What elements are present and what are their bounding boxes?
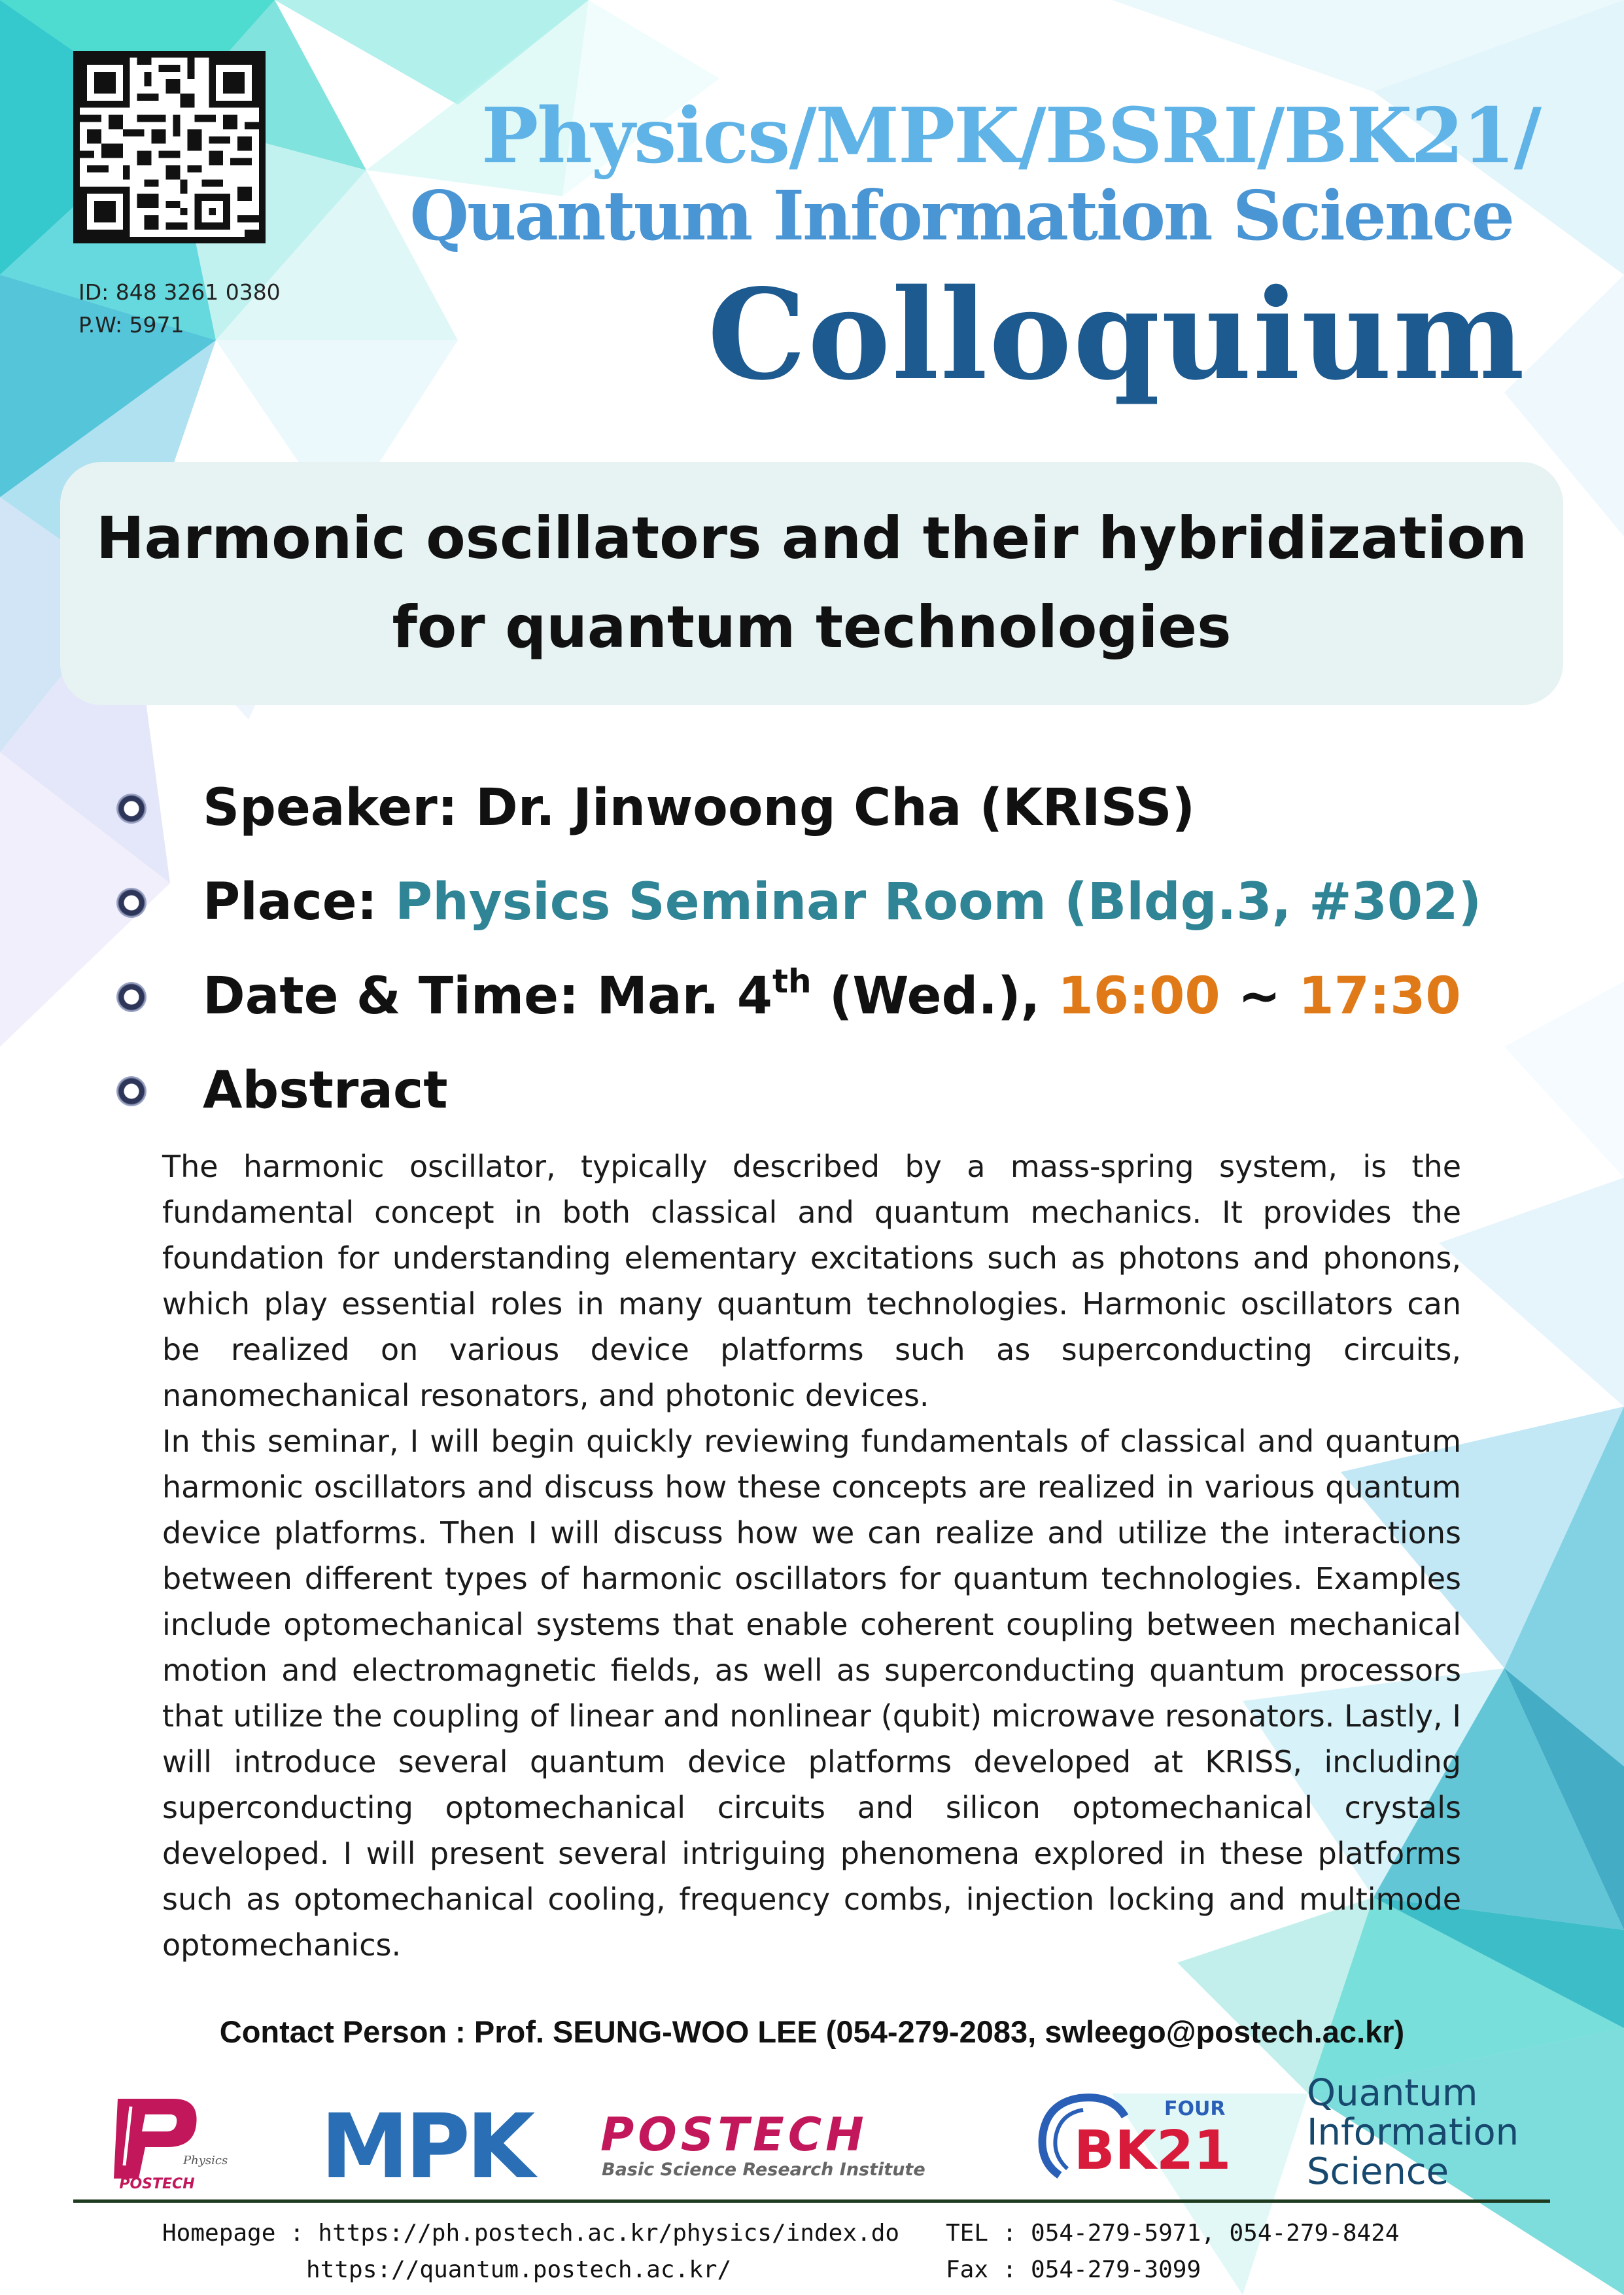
footer-homepage xyxy=(162,2215,899,2288)
mpk-wordmark: MPK xyxy=(320,2095,532,2199)
abstract-paragraph: The harmonic oscillator, typically described by a mass-spring system, is the fundamental concept in both classical and quantum mechanics. It provides the foundation for understanding elementary excitations such as photons and phonons, which play essential roles in many quantum technologies. Harmonic oscillators can be realized on various device platforms such as superconducting circuits, nanomechanical resonators, and photonic devices. xyxy=(162,1149,1461,1413)
qis-line2: Information xyxy=(1307,2111,1519,2154)
header-departments: Physics/MPK/BSRI/BK21/ xyxy=(481,92,1540,181)
time-separator: ~ xyxy=(1237,967,1281,1026)
fax-number: Fax : 054-279-3099 xyxy=(946,2256,1201,2283)
bk21-wordmark: BK21 xyxy=(1074,2120,1232,2182)
header-colloquium: Colloquium xyxy=(707,262,1526,408)
tel-numbers: TEL : 054-279-5971, 054-279-8424 xyxy=(946,2220,1400,2247)
place-label: Place: xyxy=(203,873,377,932)
footer-divider xyxy=(73,2199,1550,2203)
time-end: 17:30 xyxy=(1298,967,1461,1026)
footer-contact-numbers xyxy=(946,2215,1400,2288)
contact-person: Contact Person : Prof. SEUNG-WOO LEE (054-279-2083, swleego@postech.ac.kr) xyxy=(219,2014,1405,2049)
abstract-body xyxy=(162,1144,1461,1968)
date-weekday: (Wed.), xyxy=(829,967,1041,1026)
speaker-value: Dr. Jinwoong Cha (KRISS) xyxy=(475,779,1196,837)
speaker-label: Speaker: xyxy=(203,779,458,837)
talk-title-line1: Harmonic oscillators and their hybridization xyxy=(96,504,1527,572)
bullet-icon xyxy=(116,982,147,1012)
date-month-day: Mar. 4 xyxy=(596,967,773,1026)
date-label: Date & Time: xyxy=(203,967,579,1026)
header-program: Quantum Information Science xyxy=(409,175,1513,256)
homepage-link[interactable]: Homepage : https://ph.postech.ac.kr/physics/index.do xyxy=(162,2220,900,2247)
meeting-id: ID: 848 3261 0380 xyxy=(78,279,281,305)
homepage-link-2[interactable]: https://quantum.postech.ac.kr/ xyxy=(306,2256,732,2283)
time-start: 16:00 xyxy=(1058,967,1220,1026)
abstract-heading: Abstract xyxy=(203,1061,448,1120)
mpk-logo xyxy=(320,2095,532,2199)
meeting-password: P.W: 5971 xyxy=(78,312,184,338)
physics-logo-caption: POSTECH xyxy=(119,2176,195,2192)
bullet-icon xyxy=(116,794,147,824)
bk21-four: FOUR xyxy=(1164,2097,1226,2120)
bk21-four-logo xyxy=(1033,2084,1232,2188)
qis-logo xyxy=(1307,2074,1519,2192)
place-value: Physics Seminar Room (Bldg.3, #302) xyxy=(395,873,1482,932)
qis-line3: Science xyxy=(1307,2150,1449,2193)
bullet-icon xyxy=(116,888,147,918)
physics-logo-script: Physics xyxy=(183,2154,228,2167)
postech-wordmark: POSTECH xyxy=(600,2108,868,2162)
bullet-icon xyxy=(116,1076,147,1106)
abstract-paragraph: In this seminar, I will begin quickly reviewing fundamentals of classical and quantum harmonic oscillators and discuss how these concepts are realized in various quantum device platforms. Then I will discuss how we can realize and utilize the interactions between different types of harmonic oscillators for quantum technologies. Examples include optomechanical systems that enable coherent coupling between mechanical motion and electromagnetic fields, as well as superconducting quantum processors that utilize the coupling of linear and nonlinear (qubit) microwave resonators. Lastly, I will introduce several quantum device platforms developed at KRISS, including superconducting optomechanical circuits and silicon optomechanical crystals developed. I will present several intriguing phenomena explored in these platforms such as optomechanical cooling, frequency combs, injection locking and multimode optomechanics. xyxy=(162,1424,1461,1963)
postech-bsri-logo xyxy=(600,2110,941,2182)
postech-physics-logo xyxy=(105,2087,228,2192)
talk-title xyxy=(60,494,1563,672)
qis-line1: Quantum xyxy=(1307,2072,1478,2114)
talk-title-line2: for quantum technologies xyxy=(392,593,1232,661)
bsri-name: Basic Science Research Institute xyxy=(602,2160,925,2180)
date-suffix: th xyxy=(772,962,812,1000)
